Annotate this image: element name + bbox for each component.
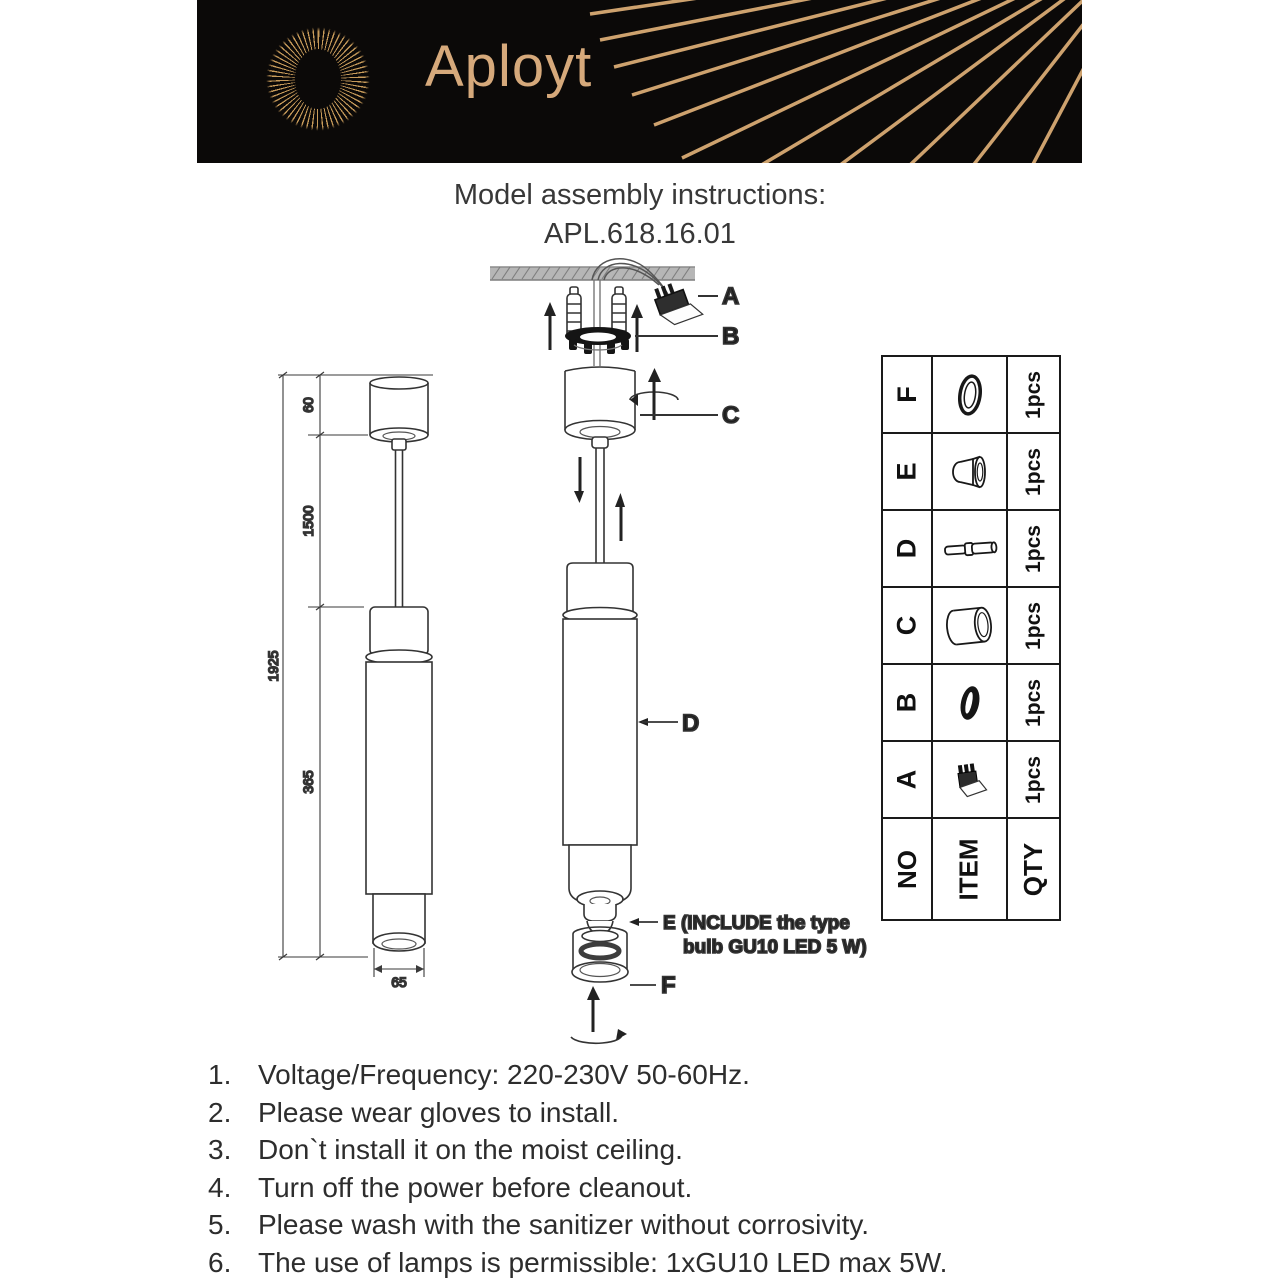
table-row-b-no: B [883, 665, 933, 742]
table-row-e-item [933, 434, 1008, 511]
bulb-icon [935, 442, 1005, 502]
instruction-item [208, 1172, 1078, 1210]
table-header-item: ITEM [933, 819, 1008, 919]
slide-arrows [574, 457, 625, 541]
table-row-c-qty: 1pcs [1008, 588, 1059, 665]
instruction-text: Please wash with the sanitizer without corrosivity. [258, 1209, 870, 1241]
parts-table [881, 355, 1061, 921]
assembly-note-e-line1: E (INCLUDE the type [663, 913, 850, 934]
lamp-top-cap [370, 607, 428, 655]
assembly-label-b: B [722, 323, 740, 350]
dim-diameter: 65 [391, 974, 407, 990]
instruction-number: 3. [208, 1134, 232, 1166]
rotate-icon-bottom [571, 986, 627, 1043]
table-row-a-item [933, 742, 1008, 819]
table-row-e-qty: 1pcs [1008, 434, 1059, 511]
dim-total-height: 1925 [265, 650, 281, 682]
instruction-text: The use of lamps is permissible: 1xGU10 LED max 5W. [258, 1246, 948, 1278]
fan-rays-decoration [197, 0, 1082, 163]
cylinder-icon [935, 596, 1005, 656]
gasket-icon [935, 673, 1005, 733]
instruction-text: Turn off the power before cleanout. [258, 1171, 693, 1203]
assembly-label-d: D [682, 710, 700, 737]
assembly-label-a: A [722, 283, 740, 310]
instruction-item [208, 1209, 1078, 1247]
table-row-f-no: F [883, 357, 933, 434]
connector-icon [935, 750, 1005, 810]
instruction-text: Voltage/Frequency: 220-230V 50-60Hz. [258, 1059, 750, 1090]
table-row-d-item [933, 511, 1008, 588]
instruction-item [208, 1097, 1078, 1135]
table-row-d-no: D [883, 511, 933, 588]
table-header-no: NO [883, 819, 933, 919]
assembly-diagram [490, 259, 867, 1044]
instructions-list [208, 1059, 1078, 1280]
assembly-label-f: F [661, 972, 676, 999]
table-row-e-no: E [883, 434, 933, 511]
ceiling-cup [565, 366, 635, 448]
page-title: Model assembly instructions: [453, 179, 827, 211]
table-row-c-item [933, 588, 1008, 665]
canopy-knob [392, 439, 406, 450]
assembly-label-c: C [722, 402, 740, 429]
dim-canopy-height: 60 [300, 397, 316, 413]
table-row-b-qty: 1pcs [1008, 665, 1059, 742]
instruction-number: 5. [208, 1209, 232, 1241]
table-row-b-item [933, 665, 1008, 742]
ring-icon [935, 365, 1005, 425]
diagram-area [180, 250, 900, 1050]
lamp-shade [563, 563, 637, 907]
instruction-item [208, 1247, 1078, 1280]
dim-body-height: 365 [300, 770, 316, 794]
brand-logo-text: Aployt [425, 34, 593, 99]
instruction-item [208, 1134, 1078, 1172]
table-row-f-item [933, 357, 1008, 434]
header-banner [197, 0, 1082, 163]
table-row-a-qty: 1pcs [1008, 742, 1059, 819]
instruction-text: Don`t install it on the moist ceiling. [258, 1134, 683, 1166]
table-row-d-qty: 1pcs [1008, 511, 1059, 588]
instruction-number: 4. [208, 1171, 232, 1203]
lamp-tube [366, 662, 432, 894]
mounting-ring [565, 327, 631, 354]
instruction-number: 6. [208, 1246, 232, 1278]
rod-icon [935, 519, 1005, 579]
assembly-note-e-line2: bulb GU10 LED 5 W) [683, 937, 867, 958]
dim-cable-length: 1500 [300, 505, 316, 537]
bulb [582, 904, 618, 942]
table-header-qty: QTY [1018, 842, 1049, 896]
rotate-icon-top [630, 368, 678, 420]
left-drawing [265, 372, 433, 990]
instruction-number: 1. [208, 1059, 232, 1090]
instruction-text: Please wear gloves to install. [258, 1096, 620, 1128]
table-row-f-qty: 1pcs [1008, 357, 1059, 434]
instruction-number: 2. [208, 1096, 232, 1128]
model-number: APL.618.16.01 [544, 218, 736, 250]
instruction-item [208, 1059, 1078, 1097]
table-row-a-no: A [883, 742, 933, 819]
table-row-c-no: C [883, 588, 933, 665]
